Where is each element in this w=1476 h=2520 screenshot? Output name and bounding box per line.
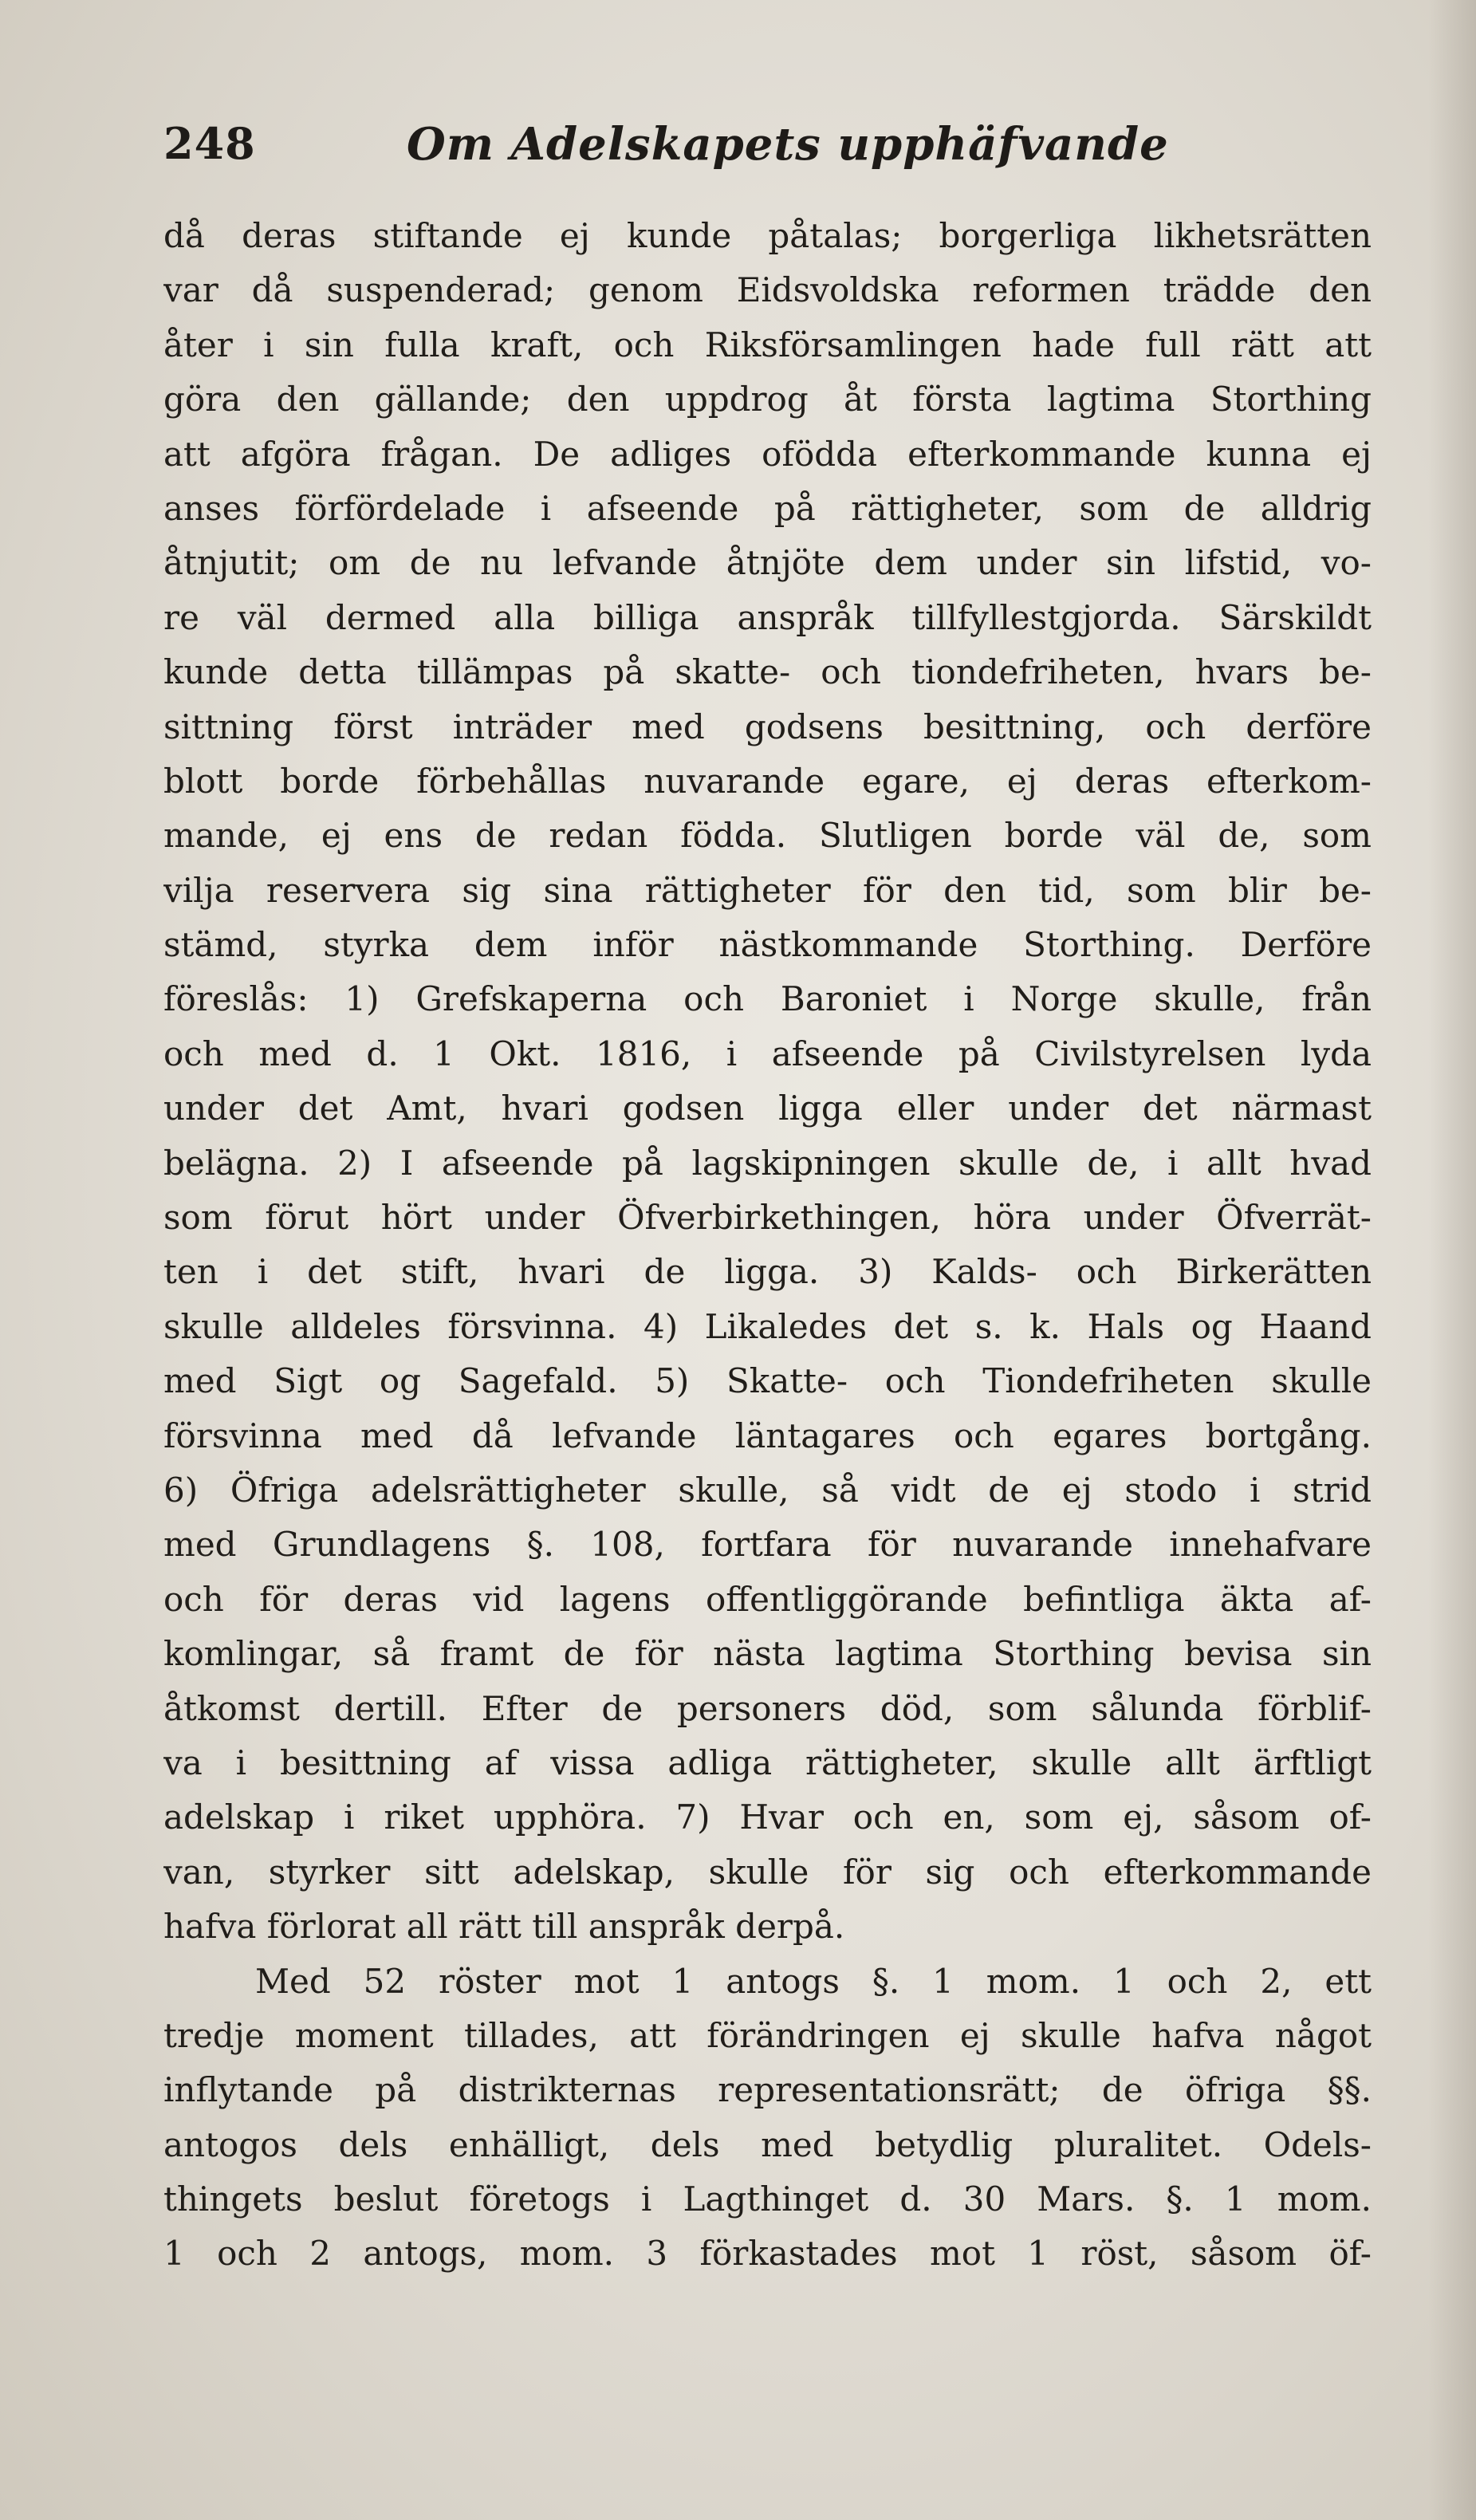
text-line: skulle alldeles försvinna. 4) Likaledes det s. k. Hals og Haand bbox=[163, 1306, 1372, 1346]
text-line: inflytande på distrikternas representationsrätt; de öfriga §§. bbox=[163, 2070, 1372, 2110]
page-header bbox=[163, 118, 1376, 190]
text-line: komlingar, så framt de för nästa lagtima Storthing bevisa sin bbox=[163, 1634, 1372, 1674]
text-line: att afgöra frågan. De adliges ofödda efterkommande kunna ej bbox=[163, 434, 1372, 474]
text-line: kunde detta tillämpas på skatte- och tiondefriheten, hvars be- bbox=[163, 652, 1372, 692]
text-line: och med d. 1 Okt. 1816, i afseende på Civilstyrelsen lyda bbox=[163, 1034, 1372, 1073]
text-line: göra den gällande; den uppdrog åt första lagtima Storthing bbox=[163, 380, 1372, 419]
text-line: försvinna med då lefvande läntagares och egares bortgång. bbox=[163, 1416, 1372, 1455]
text-line: re väl dermed alla billiga anspråk tillfyllestgjorda. Särskildt bbox=[163, 597, 1372, 637]
text-line: 6) Öfriga adelsrättigheter skulle, så vidt de ej stodo i strid bbox=[163, 1470, 1372, 1510]
text-line: föreslås: 1) Grefskaperna och Baroniet i Norge skulle, från bbox=[163, 979, 1372, 1019]
text-line: då deras stiftande ej kunde påtalas; borgerliga likhetsrätten bbox=[163, 216, 1372, 255]
text-line: van, styrker sitt adelskap, skulle för sig och efterkommande bbox=[163, 1852, 1372, 1892]
text-line: åtkomst dertill. Efter de personers död, som sålunda förblif- bbox=[163, 1688, 1372, 1728]
text-line: med Grundlagens §. 108, fortfara för nuvarande innehafvare bbox=[163, 1525, 1372, 1565]
text-line: vilja reservera sig sina rättigheter för den tid, som blir be- bbox=[163, 870, 1372, 910]
text-line: var då suspenderad; genom Eidsvoldska reformen trädde den bbox=[163, 270, 1372, 310]
text-line: thingets beslut företogs i Lagthinget d. 30 Mars. §. 1 mom. bbox=[163, 2179, 1372, 2219]
text-line: åtnjutit; om de nu lefvande åtnjöte dem under sin lifstid, vo- bbox=[163, 543, 1372, 583]
text-line: åter i sin fulla kraft, och Riksförsamlingen hade full rätt att bbox=[163, 325, 1372, 364]
text-line: sittning först inträder med godsens besittning, och derföre bbox=[163, 707, 1372, 746]
text-line: anses förfördelade i afseende på rättigheter, som de alldrig bbox=[163, 488, 1372, 528]
text-line: Med 52 röster mot 1 antogs §. 1 mom. 1 och 2, ett bbox=[255, 1961, 1372, 2001]
text-line: hafva förlorat all rätt till anspråk derpå. bbox=[163, 1907, 845, 1947]
text-line: mande, ej ens de redan födda. Slutligen borde väl de, som bbox=[163, 816, 1372, 856]
text-line: under det Amt, hvari godsen ligga eller under det närmast bbox=[163, 1089, 1372, 1128]
text-line: med Sigt og Sagefald. 5) Skatte- och Tiondefriheten skulle bbox=[163, 1361, 1372, 1401]
text-line: antogos dels enhälligt, dels med betydlig pluralitet. Odels- bbox=[163, 2124, 1372, 2164]
page-number: 248 bbox=[163, 118, 256, 169]
text-line: stämd, styrka dem inför nästkommande Storthing. Derföre bbox=[163, 925, 1372, 965]
body-text bbox=[163, 209, 1372, 2282]
text-line: tredje moment tillades, att förändringen ej skulle hafva något bbox=[163, 2015, 1372, 2055]
text-line: va i besittning af vissa adliga rättigheter, skulle allt ärftligt bbox=[163, 1742, 1372, 1782]
text-line: blott borde förbehållas nuvarande egare, ej deras efterkom- bbox=[163, 761, 1372, 801]
text-line: ten i det stift, hvari de ligga. 3) Kalds- och Birkerätten bbox=[163, 1252, 1372, 1292]
text-line: som förut hört under Öfverbirkethingen, höra under Öfverrät- bbox=[163, 1198, 1372, 1238]
text-line: och för deras vid lagens offentliggörande befintliga äkta af- bbox=[163, 1579, 1372, 1619]
text-line: adelskap i riket upphöra. 7) Hvar och en, som ej, såsom of- bbox=[163, 1797, 1372, 1837]
text-line: belägna. 2) I afseende på lagskipningen skulle de, i allt hvad bbox=[163, 1143, 1372, 1183]
running-title: Om Adelskapets upphäfvande bbox=[407, 118, 1169, 171]
text-line: 1 och 2 antogs, mom. 3 förkastades mot 1 röst, såsom öf- bbox=[163, 2234, 1372, 2274]
